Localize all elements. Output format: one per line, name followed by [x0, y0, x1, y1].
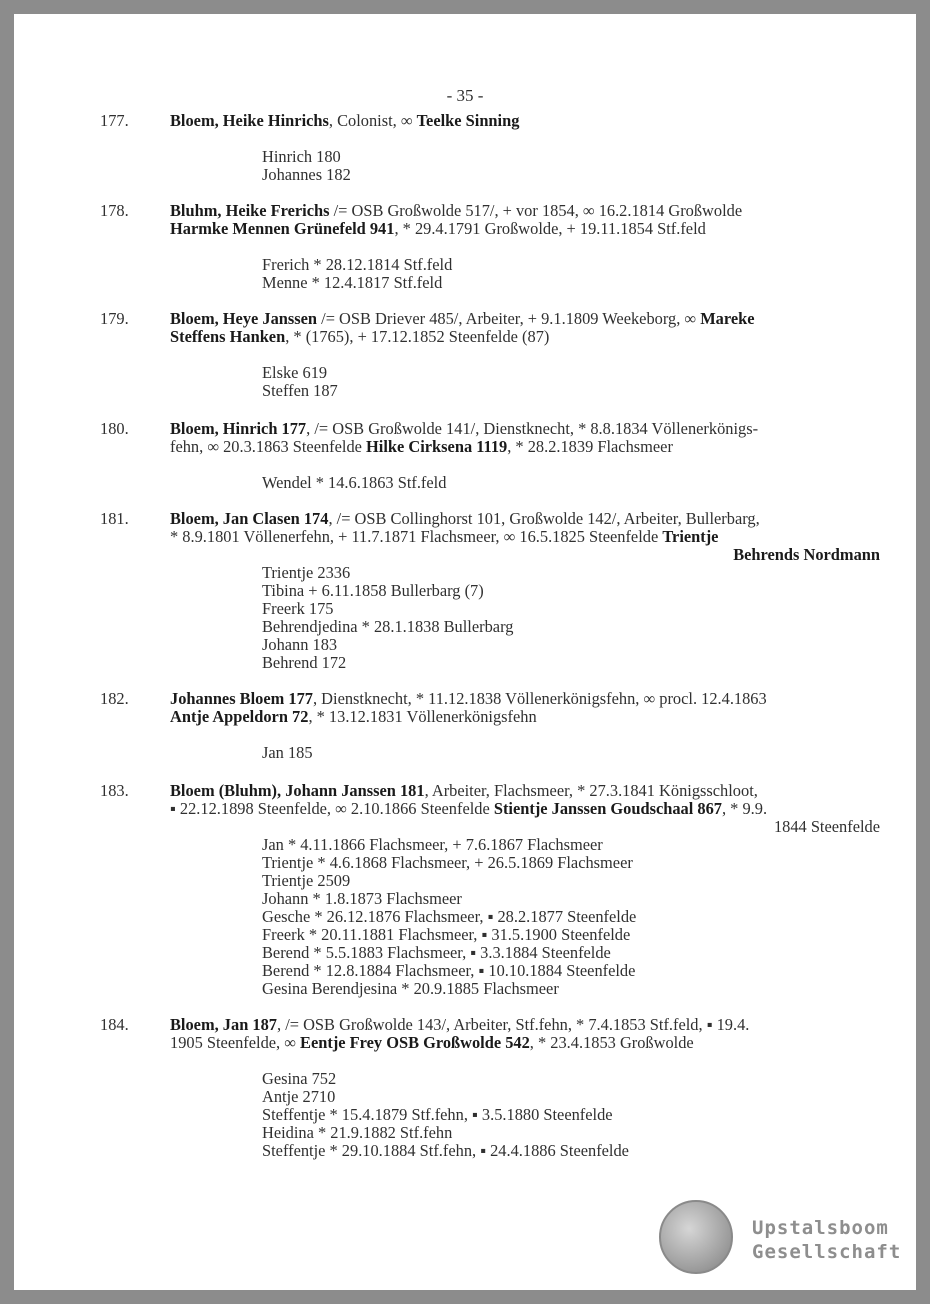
children-list — [262, 1070, 880, 1160]
entry-body — [170, 310, 880, 400]
child-item: Wendel * 14.6.1863 Stf.feld — [262, 473, 447, 492]
entry — [100, 1016, 880, 1160]
spacer — [170, 1052, 880, 1070]
child-item: Johann 183 — [262, 635, 338, 654]
child-item: Behrend 172 — [262, 653, 347, 672]
children-list — [262, 836, 880, 998]
child-item: Jan * 4.11.1866 Flachsmeer, + 7.6.1867 Flachsmeer — [262, 835, 603, 854]
entry-number: 183. — [100, 781, 129, 800]
society-name-line-1: Upstalsboom — [752, 1217, 889, 1239]
entry — [100, 420, 880, 492]
entry-body — [170, 202, 880, 292]
child-item: Tibina + 6.11.1858 Bullerbarg (7) — [262, 581, 484, 600]
person-name: Bloem (Bluhm), Johann Janssen 181 — [170, 781, 425, 800]
child-item: Menne * 12.4.1817 Stf.feld — [262, 273, 443, 292]
person-name: Johannes Bloem 177 — [170, 689, 313, 708]
entry-body — [170, 420, 880, 492]
entry-line — [170, 708, 880, 726]
entry-line — [170, 510, 880, 528]
entry-text: , * 28.2.1839 Flachsmeer — [507, 437, 673, 456]
society-seal-icon — [659, 1200, 733, 1274]
child-item: Gesche * 26.12.1876 Flachsmeer, ▪ 28.2.1877 Steenfelde — [262, 907, 637, 926]
person-name: Trientje — [662, 527, 719, 546]
entry-line — [170, 690, 880, 708]
entry-line — [170, 112, 880, 130]
child-item: Hinrich 180 — [262, 147, 341, 166]
child-item: Jan 185 — [262, 743, 313, 762]
entry-text: 1844 Steenfelde — [773, 817, 880, 836]
entry-text: /= OSB Großwolde 517/, + vor 1854, ∞ 16.2.1814 Großwolde — [329, 201, 743, 220]
children-list — [262, 256, 880, 292]
children-list — [262, 148, 880, 184]
person-name: Bloem, Jan 187 — [170, 1015, 277, 1034]
person-name: Bloem, Jan Clasen 174 — [170, 509, 329, 528]
document-page — [14, 14, 916, 1290]
entry-text: , * 9.9. — [721, 799, 768, 818]
entry-text: , /= OSB Großwolde 141/, Dienstknecht, * 8.8.1834 Völlenerkönigs- — [306, 419, 759, 438]
society-name — [752, 1216, 901, 1264]
spacer — [170, 726, 880, 744]
entry-body — [170, 1016, 880, 1160]
entry-text: , * 13.12.1831 Völlenerkönigsfehn — [308, 707, 537, 726]
entry-text: , Dienstknecht, * 11.12.1838 Völlenerkönigsfehn, ∞ procl. 12.4.1863 — [312, 689, 767, 708]
person-name: Antje Appeldorn 72 — [170, 707, 309, 726]
entry — [100, 112, 880, 184]
entry-line — [170, 420, 880, 438]
society-name-line-2: Gesellschaft — [752, 1241, 902, 1263]
person-name: Harmke Mennen Grünefeld 941 — [170, 219, 395, 238]
entry-line — [170, 782, 880, 800]
child-item: Steffentje * 15.4.1879 Stf.fehn, ▪ 3.5.1880 Steenfelde — [262, 1105, 613, 1124]
entry-text: * 8.9.1801 Völlenerfehn, + 11.7.1871 Flachsmeer, ∞ 16.5.1825 Steenfelde — [170, 527, 663, 546]
child-item: Antje 2710 — [262, 1087, 336, 1106]
child-item: Johannes 182 — [262, 165, 351, 184]
child-item: Frerich * 28.12.1814 Stf.feld — [262, 255, 453, 274]
entry-line — [170, 220, 880, 238]
person-name: Bloem, Hinrich 177 — [170, 419, 307, 438]
child-item: Berend * 12.8.1884 Flachsmeer, ▪ 10.10.1884 Steenfelde — [262, 961, 636, 980]
entry-number: 182. — [100, 689, 129, 708]
entry-number: 178. — [100, 201, 129, 220]
entry-number: 184. — [100, 1015, 129, 1034]
entry-text: /= OSB Driever 485/, Arbeiter, + 9.1.1809 Weekeborg, ∞ — [317, 309, 701, 328]
children-list — [262, 744, 880, 762]
child-item: Trientje 2336 — [262, 563, 351, 582]
child-item: Berend * 5.5.1883 Flachsmeer, ▪ 3.3.1884 Steenfelde — [262, 943, 611, 962]
entry-number: 180. — [100, 419, 129, 438]
entry-text: fehn, ∞ 20.3.1863 Steenfelde — [170, 437, 367, 456]
spacer — [170, 130, 880, 148]
child-item: Trientje * 4.6.1868 Flachsmeer, + 26.5.1869 Flachsmeer — [262, 853, 633, 872]
entry-text: , Arbeiter, Flachsmeer, * 27.3.1841 Königsschloot, — [424, 781, 758, 800]
entry — [100, 310, 880, 400]
person-name: Hilke Cirksena 1119 — [366, 437, 508, 456]
person-name: Eentje Frey OSB Großwolde 542 — [300, 1033, 530, 1052]
child-item: Behrendjedina * 28.1.1838 Bullerbarg — [262, 617, 514, 636]
entry-line — [170, 202, 880, 220]
child-item: Steffentje * 29.10.1884 Stf.fehn, ▪ 24.4.1886 Steenfelde — [262, 1141, 629, 1160]
children-list — [262, 474, 880, 492]
children-list — [262, 564, 880, 672]
entry-line — [170, 310, 880, 328]
entry-text: , * 23.4.1853 Großwolde — [529, 1033, 694, 1052]
entry-text: ▪ 22.12.1898 Steenfelde, ∞ 2.10.1866 Steenfelde — [170, 799, 494, 818]
spacer — [170, 456, 880, 474]
entry — [100, 782, 880, 998]
entry-text: 1905 Steenfelde, ∞ — [170, 1033, 301, 1052]
entry-text: , * 29.4.1791 Großwolde, + 19.11.1854 Stf.feld — [394, 219, 706, 238]
child-item: Elske 619 — [262, 363, 328, 382]
entry-line-right — [170, 818, 880, 836]
person-name: Teelke Sinning — [416, 111, 520, 130]
entry-line — [170, 328, 880, 346]
entry-line-right — [170, 546, 880, 564]
entry-body — [170, 510, 880, 672]
spacer — [170, 346, 880, 364]
child-item: Trientje 2509 — [262, 871, 351, 890]
child-item: Heidina * 21.9.1882 Stf.fehn — [262, 1123, 453, 1142]
entry-text: , Colonist, ∞ — [328, 111, 417, 130]
child-item: Gesina 752 — [262, 1069, 337, 1088]
child-item: Gesina Berendjesina * 20.9.1885 Flachsmeer — [262, 979, 559, 998]
person-name: Bloem, Heike Hinrichs — [170, 111, 329, 130]
children-list — [262, 364, 880, 400]
entry — [100, 202, 880, 292]
person-name: Bloem, Heye Janssen — [170, 309, 318, 328]
person-name: Mareke — [700, 309, 755, 328]
child-item: Steffen 187 — [262, 381, 338, 400]
entry-text: , /= OSB Großwolde 143/, Arbeiter, Stf.fehn, * 7.4.1853 Stf.feld, ▪ 19.4. — [277, 1015, 750, 1034]
entry-body — [170, 690, 880, 762]
entry-line — [170, 438, 880, 456]
entry — [100, 510, 880, 672]
entry-text: , /= OSB Collinghorst 101, Großwolde 142/, Arbeiter, Bullerbarg, — [328, 509, 760, 528]
entry-line — [170, 1016, 880, 1034]
entry — [100, 690, 880, 762]
page-number: - 35 - — [446, 86, 484, 105]
entry-number: 179. — [100, 309, 129, 328]
entry-text: , * (1765), + 17.12.1852 Steenfelde (87) — [285, 327, 550, 346]
child-item: Freerk 175 — [262, 599, 334, 618]
entry-line — [170, 528, 880, 546]
person-name: Steffens Hanken — [170, 327, 286, 346]
person-name: Bluhm, Heike Frerichs — [170, 201, 330, 220]
entry-body — [170, 782, 880, 998]
child-item: Freerk * 20.11.1881 Flachsmeer, ▪ 31.5.1900 Steenfelde — [262, 925, 631, 944]
child-item: Johann * 1.8.1873 Flachsmeer — [262, 889, 462, 908]
entry-body — [170, 112, 880, 184]
person-name: Behrends Nordmann — [733, 545, 880, 564]
spacer — [170, 238, 880, 256]
entry-line — [170, 800, 880, 818]
entry-number: 181. — [100, 509, 129, 528]
entry-line — [170, 1034, 880, 1052]
person-name: Stientje Janssen Goudschaal 867 — [493, 799, 722, 818]
entry-number: 177. — [100, 111, 129, 130]
